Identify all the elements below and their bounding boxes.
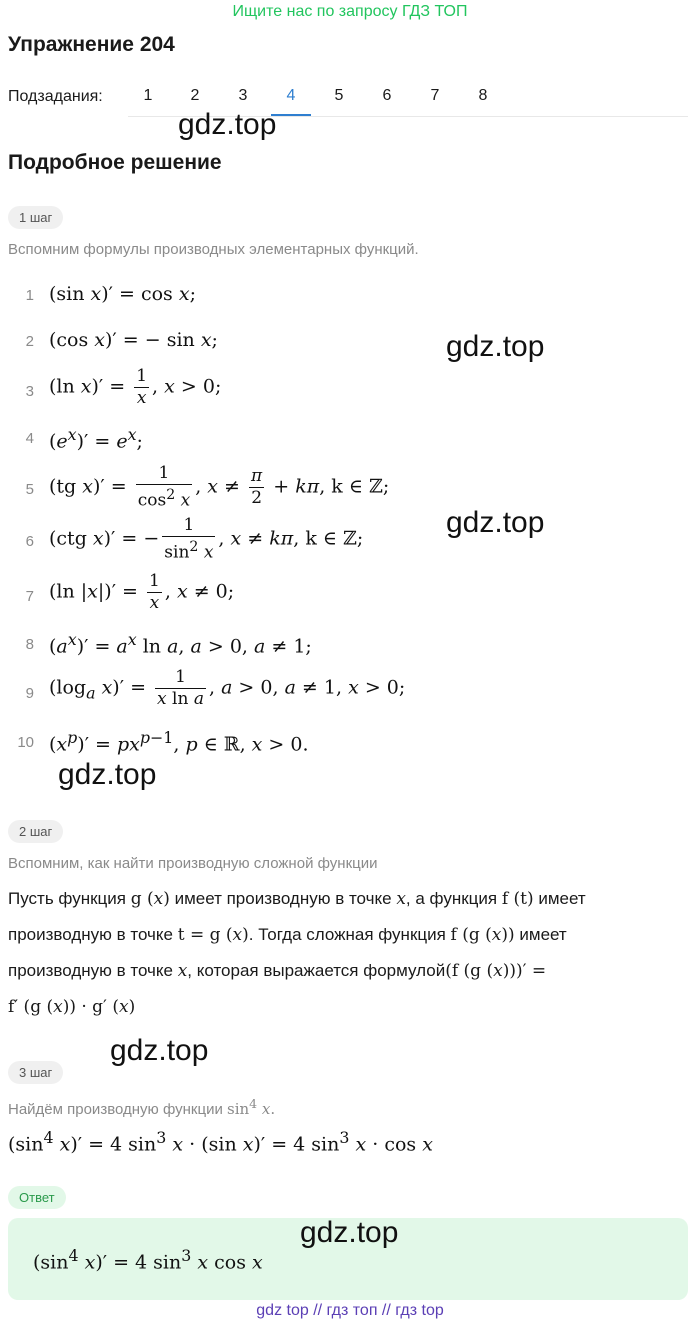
step3-note: Найдём производную функции $\sin^4 x$. xyxy=(8,1096,276,1118)
tab-subtask-4[interactable]: 4 xyxy=(271,78,311,116)
formula-ln-abs: (ln |x|)′ = $\frac{1}{x}$ , x ≠ 0; xyxy=(49,571,235,613)
formula-number: 7 xyxy=(25,588,34,605)
tab-subtask-8[interactable]: 8 xyxy=(478,87,488,104)
watermark: gdz.top xyxy=(110,1034,209,1067)
formula-ctg: (ctg x)′ = − $\frac{1}{\sin^2 x}$ , x ≠ kπ, k ∈ ℤ; xyxy=(49,515,364,563)
step1-badge: 1 шаг xyxy=(8,206,63,229)
watermark: gdz.top xyxy=(178,108,277,141)
watermark: gdz.top xyxy=(58,758,157,791)
formula-log: ($\log_a$ x)′ = $\frac{1}{\text{x ln a}}$ , a > 0, a ≠ 1, x > 0; xyxy=(49,667,406,709)
watermark: gdz.top xyxy=(446,330,545,363)
formula-number: 2 xyxy=(25,333,34,350)
formula-number: 4 xyxy=(25,430,34,447)
formula-number: 3 xyxy=(25,383,34,400)
footer-links[interactable]: gdz top // гдз топ // гдз top xyxy=(256,1302,444,1319)
tab-subtask-3[interactable]: 3 xyxy=(238,87,248,104)
tab-subtask-7[interactable]: 7 xyxy=(430,87,440,104)
formula-number: 10 xyxy=(17,734,34,751)
chain-rule-text: Пусть функция g (x) имеет производную в точке x, а функция f (t) имеет производную в точке t = g (x). Тогда сложная функция f (g (x)) имеет производную в точке x, которая выражается формулой(f (g (x)))′ = f′ (g (x)) · g′ (x) xyxy=(8,889,586,1017)
answer-formula: ($\sin^4$ x)′ = 4 $\sin^3 x$ cos x xyxy=(33,1246,263,1274)
search-banner: Ищите нас по запросу ГДЗ ТОП xyxy=(232,3,468,20)
step1-note: Вспомним формулы производных элементарных функций. xyxy=(8,241,419,258)
watermark: gdz.top xyxy=(300,1216,399,1249)
formula-number: 6 xyxy=(25,533,34,550)
formula-number: 5 xyxy=(25,481,34,498)
formula-power-base: $(a^x)' = a^x$ ln a, a > 0, a ≠ 1; xyxy=(49,630,312,658)
step3-badge: 3 шаг xyxy=(8,1061,63,1084)
page-title: Упражнение 204 xyxy=(8,33,175,56)
step2-note: Вспомним, как найти производную сложной функции xyxy=(8,855,378,872)
tab-subtask-6[interactable]: 6 xyxy=(382,87,392,104)
step2-badge: 2 шаг xyxy=(8,820,63,843)
formula-cos: (cos x)′ = − sin x; xyxy=(49,329,218,351)
watermark: gdz.top xyxy=(446,506,545,539)
formula-number: 1 xyxy=(25,287,34,304)
formula-exp: $(e^x)' = e^x$; xyxy=(49,425,143,453)
formula-tg: (tg x)′ = $\frac{1}{\cos^2 x}$ , x ≠ $\frac{\pi}{2}$ + kπ, k ∈ ℤ; xyxy=(49,463,390,511)
tab-subtask-2[interactable]: 2 xyxy=(190,87,200,104)
subtasks-label: Подзадания: xyxy=(8,88,103,105)
answer-badge: Ответ xyxy=(8,1186,66,1209)
step3-derivative: ($\sin^4$ x)′ = 4 $\sin^3 x \cdot (\sin$ x)′ = 4 $\sin^3 x \cdot \cos x$ xyxy=(8,1128,433,1156)
tab-subtask-5[interactable]: 5 xyxy=(334,87,344,104)
tab-subtask-1[interactable]: 1 xyxy=(143,87,153,104)
formula-number: 8 xyxy=(25,636,34,653)
formula-sin: (sin x)′ = cos x; xyxy=(49,283,196,305)
formula-number: 9 xyxy=(25,685,34,702)
formula-power: $(x^p)' = px^{p-1}$, p ∈ ℝ, x > 0. xyxy=(49,728,309,756)
formula-ln: (ln x)′ = $\frac{1}{x}$ , x > 0; xyxy=(49,366,222,408)
solution-heading: Подробное решение xyxy=(8,151,222,174)
